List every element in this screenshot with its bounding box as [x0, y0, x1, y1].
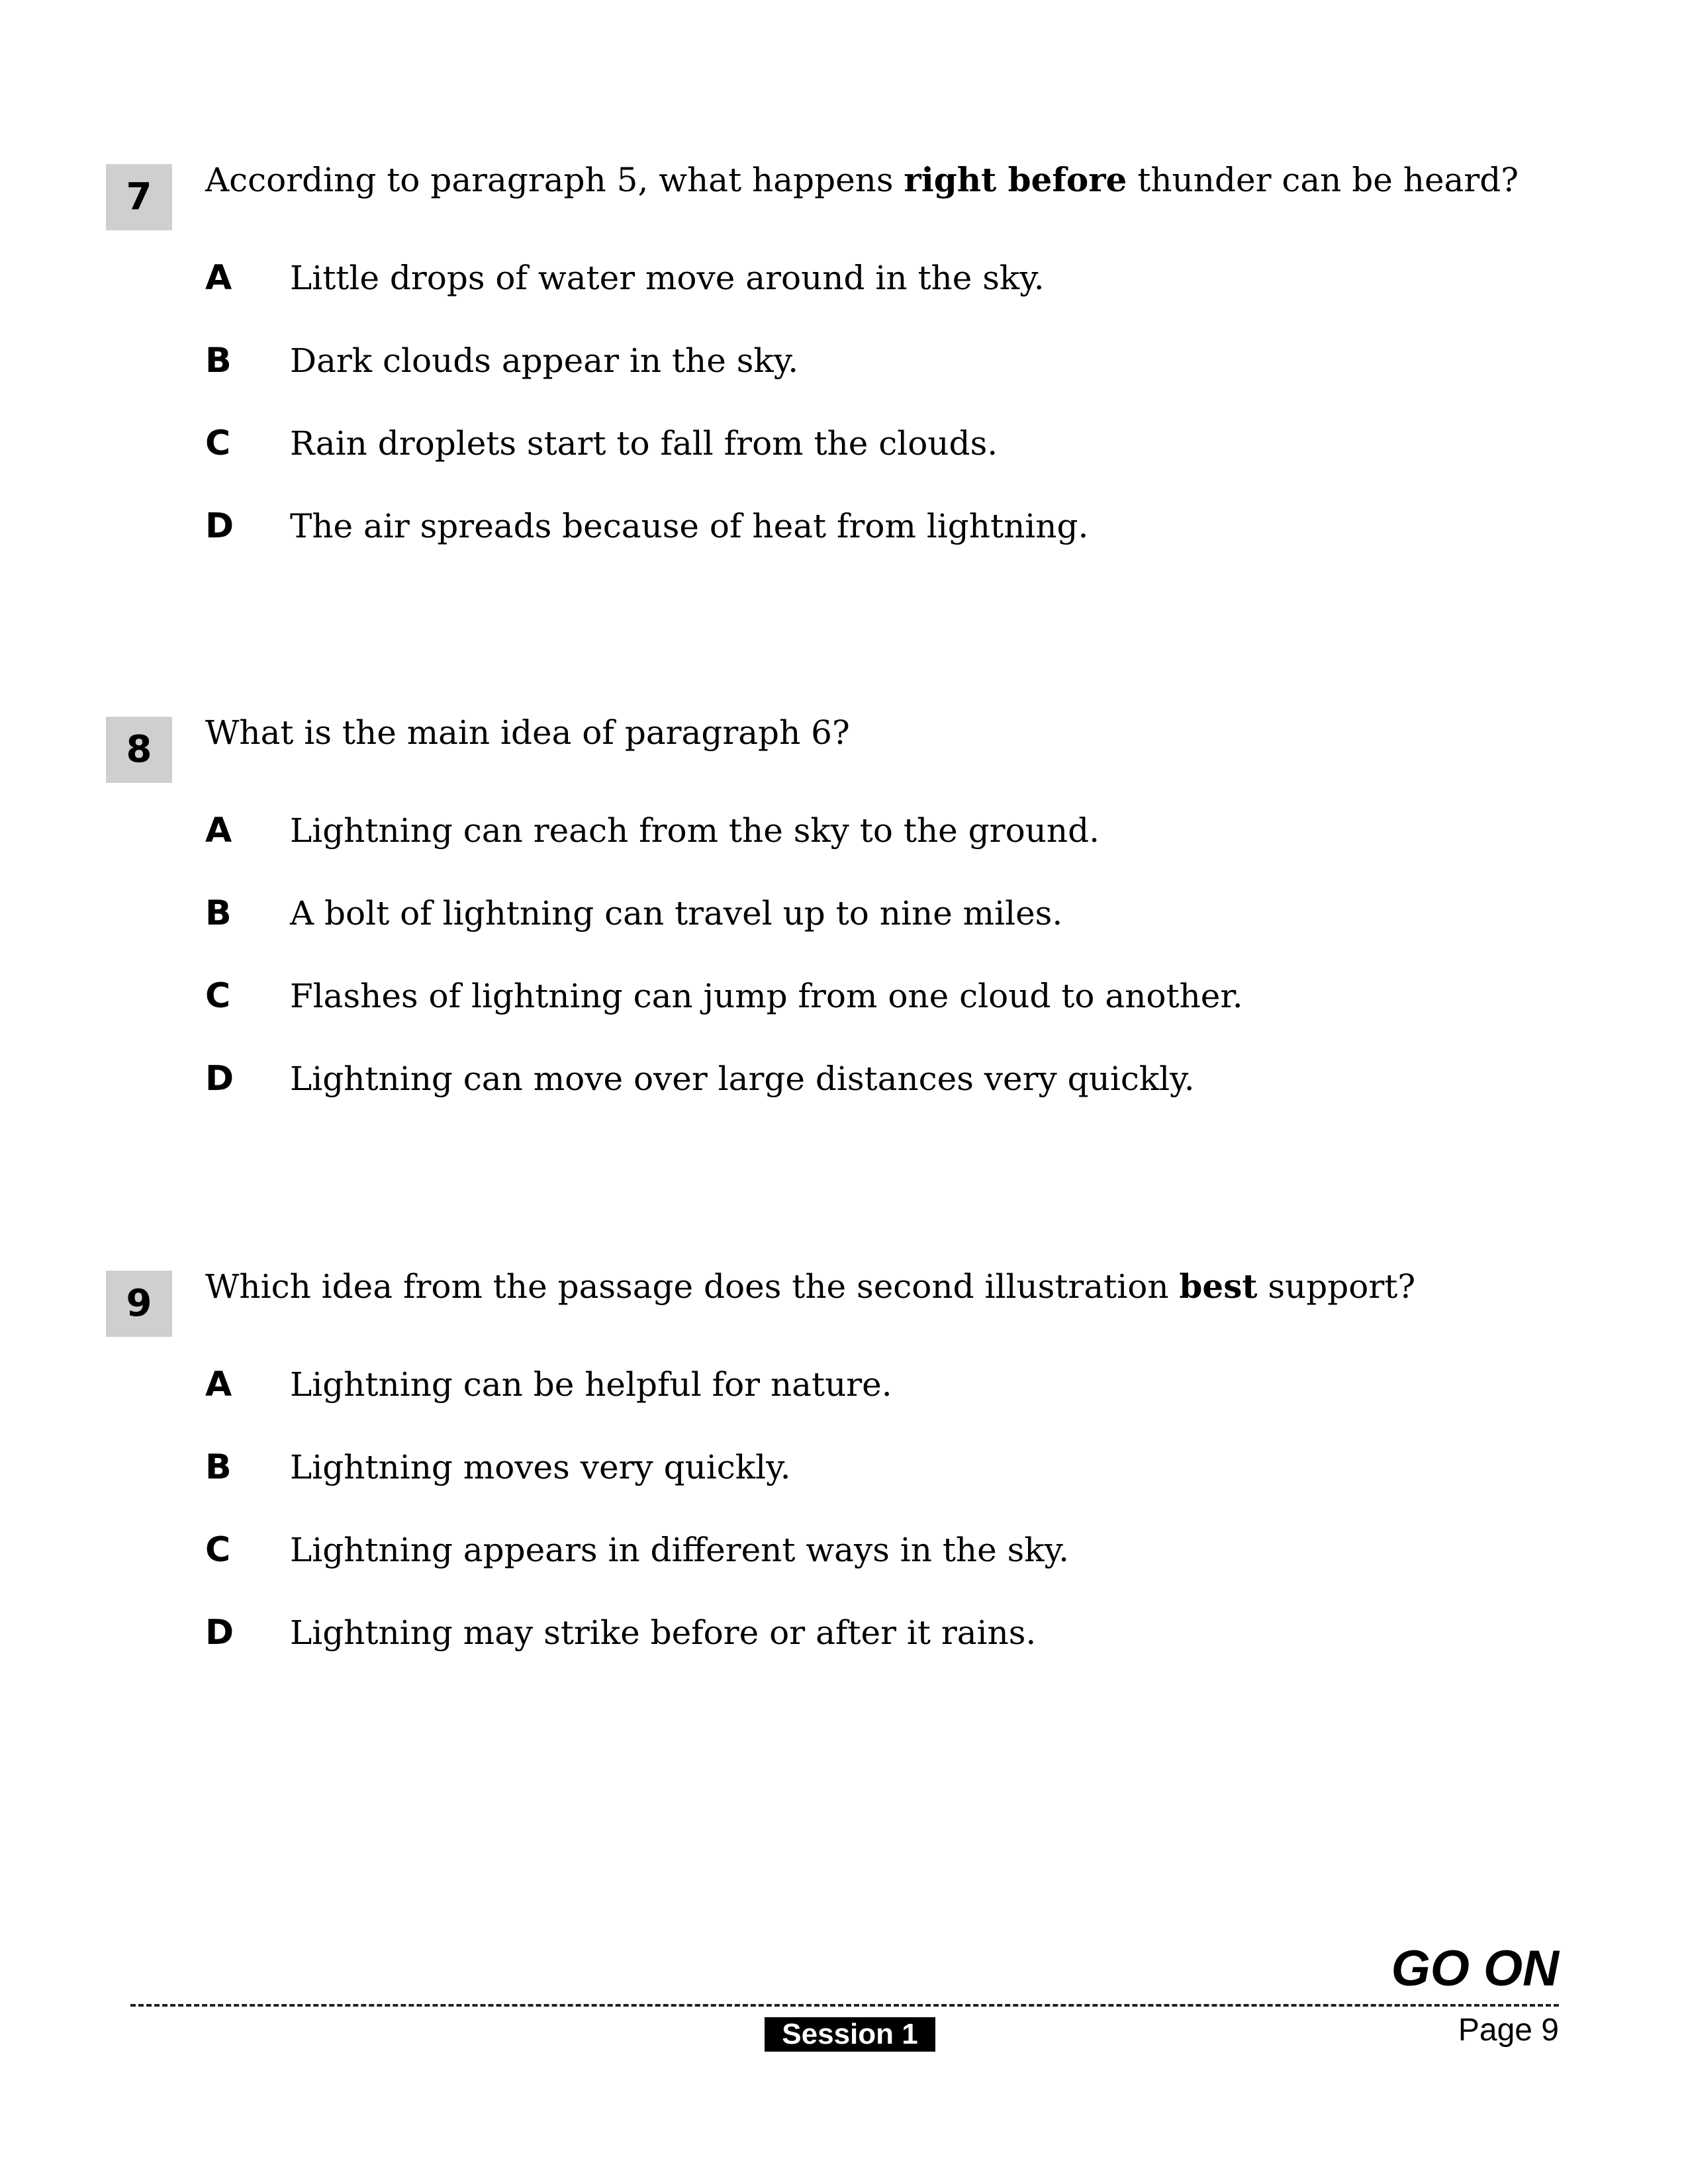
page-number: Page 9: [1458, 2013, 1559, 2048]
choice-text: Flashes of lightning can jump from one cloud to another.: [290, 977, 1243, 1015]
choice-text: Lightning may strike before or after it rains.: [290, 1614, 1037, 1652]
stem-text-end: thunder can be heard?: [1127, 161, 1519, 199]
stem-text-end: support?: [1257, 1267, 1416, 1306]
choice-letter: A: [205, 811, 232, 850]
stem-emphasis: right before: [904, 160, 1127, 199]
stem-text: What is the main idea of paragraph 6?: [205, 713, 850, 752]
choice-letter: A: [205, 258, 232, 298]
choice-text: A bolt of lightning can travel up to nine miles.: [290, 894, 1063, 933]
stem-emphasis: best: [1179, 1267, 1258, 1306]
choice-letter: D: [205, 1059, 234, 1099]
choice-text: Little drops of water move around in the sky.: [290, 259, 1045, 297]
choice-letter: C: [205, 424, 231, 463]
choice-text: Dark clouds appear in the sky.: [290, 341, 799, 380]
choice-letter: A: [205, 1365, 232, 1404]
choice-letter: B: [205, 341, 232, 381]
stem-text: According to paragraph 5, what happens: [205, 161, 904, 199]
choice-letter: C: [205, 1530, 231, 1570]
session-badge: Session 1: [765, 2017, 935, 2052]
question-number: 8: [106, 717, 172, 783]
choice-text: Lightning appears in different ways in the sky.: [290, 1531, 1070, 1569]
choice-text: Lightning can move over large distances very quickly.: [290, 1060, 1195, 1098]
stem-text: Which idea from the passage does the second illustration: [205, 1267, 1180, 1306]
question-number: 7: [106, 164, 172, 230]
choice-text: Lightning moves very quickly.: [290, 1448, 791, 1486]
question-stem: [205, 713, 850, 752]
choice-text: The air spreads because of heat from lightning.: [290, 507, 1089, 545]
choice-letter: B: [205, 1447, 232, 1487]
question-stem: [205, 160, 1519, 200]
question-stem: [205, 1267, 1415, 1306]
choice-text: Rain droplets start to fall from the clouds.: [290, 424, 998, 463]
go-on-label: GO ON: [1391, 1940, 1559, 1997]
choice-text: Lightning can reach from the sky to the ground.: [290, 811, 1100, 850]
choice-letter: D: [205, 1613, 234, 1653]
choice-letter: D: [205, 506, 234, 546]
dashed-divider: [130, 2004, 1559, 2007]
question-number: 9: [106, 1271, 172, 1337]
choice-text: Lightning can be helpful for nature.: [290, 1365, 892, 1404]
choice-letter: C: [205, 976, 231, 1016]
choice-letter: B: [205, 893, 232, 933]
